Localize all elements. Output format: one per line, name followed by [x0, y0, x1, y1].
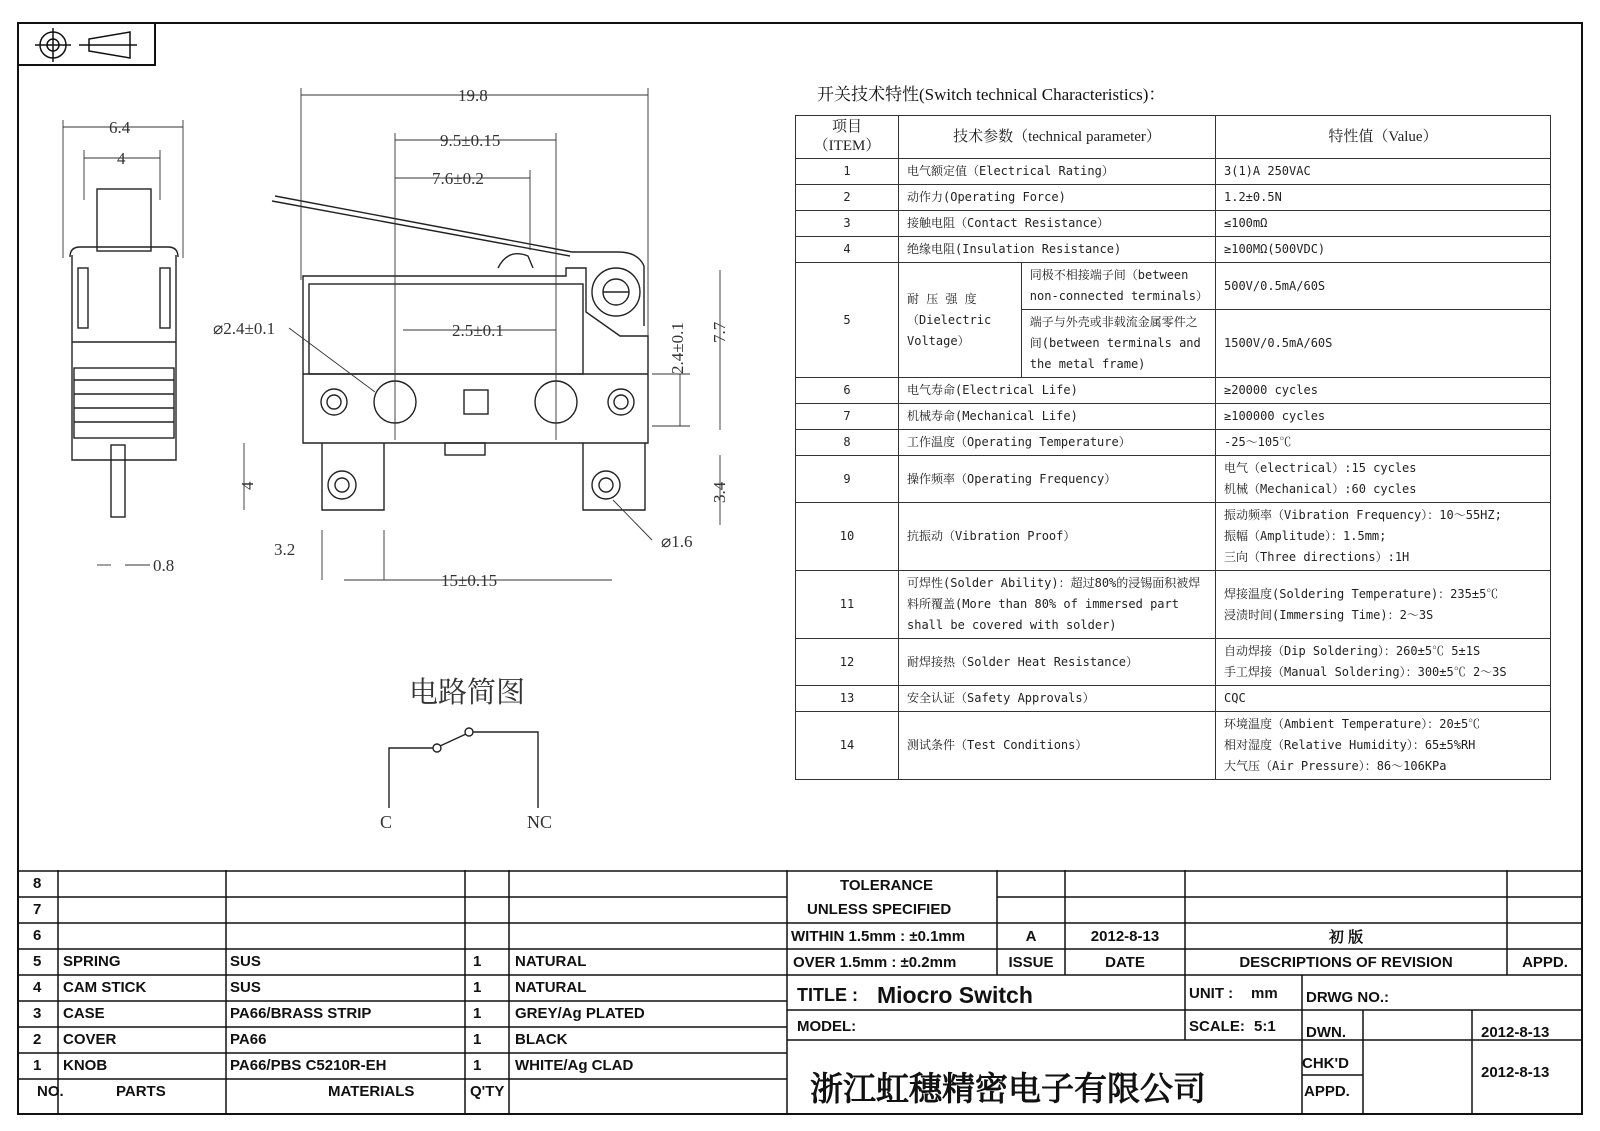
dimension-lines: [63, 88, 720, 580]
spec-row-dielectric: [796, 263, 1551, 310]
spec-value: 环境温度（Ambient Temperature）：20±5℃ 相对湿度（Relative Humidity）：65±5%RH 大气压（Air Pressure）：86～106KPa: [1216, 712, 1551, 780]
company-name: 浙江虹穗精密电子有限公司: [810, 1070, 1206, 1107]
bom-no: 3: [33, 1005, 42, 1022]
spec-value: 振动频率（Vibration Frequency）：10～55HZ; 振幅（Amplitude）：1.5mm; 三向（Three directions）:1H: [1216, 503, 1551, 571]
title-label: TITLE :: [797, 985, 858, 1005]
front-view: [272, 196, 648, 510]
spec-row: [796, 237, 1551, 263]
dim-front-overall: 19.8: [458, 86, 488, 105]
spec-row: [796, 430, 1551, 456]
spec-value: 焊接温度(Soldering Temperature)：235±5℃ 浸渍时间(Immersing Time)：2～3S: [1216, 571, 1551, 639]
dim-right-c: 3.4: [710, 481, 729, 503]
dim-term-w: 3.2: [274, 540, 296, 559]
spec-row: [796, 503, 1551, 571]
bom-material: SUS: [230, 953, 261, 970]
bom-no: 2: [33, 1031, 42, 1048]
bom-finish: GREY/Ag PLATED: [515, 1005, 645, 1022]
spec-value: 1.2±0.5N: [1216, 185, 1551, 211]
bom-part: KNOB: [63, 1057, 108, 1074]
dim-right-b: 7.7: [710, 321, 729, 343]
spec-item-no: 2: [796, 185, 899, 211]
spec-value: 3(1)A 250VAC: [1216, 159, 1551, 185]
spec-param: 电气寿命(Electrical Life): [899, 378, 1216, 404]
spec-value: ≥20000 cycles: [1216, 378, 1551, 404]
bom-header-parts: PARTS: [116, 1083, 166, 1100]
bom-material: SUS: [230, 979, 261, 996]
circuit-label-nc: NC: [527, 812, 553, 832]
spec-dielectric-sub2: 端子与外壳或非载流金属零件之间(between terminals and the metal frame): [1021, 310, 1215, 378]
spec-dielectric-val1: 500V/0.5mA/60S: [1216, 263, 1551, 310]
chkd-label: CHK'D: [1302, 1055, 1349, 1072]
spec-item-no: 9: [796, 456, 899, 503]
circuit-diagram: [389, 728, 538, 808]
bom-no: 7: [33, 901, 42, 918]
spec-item-no: 6: [796, 378, 899, 404]
bom-no: 8: [33, 875, 42, 892]
spec-row: [796, 211, 1551, 237]
dim-side-inner: 4: [117, 149, 126, 168]
spec-item-no: 5: [796, 263, 899, 378]
bom-part: CAM STICK: [63, 979, 147, 996]
spec-param: 安全认证（Safety Approvals）: [899, 686, 1216, 712]
dwn-date: 2012-8-13: [1481, 1024, 1550, 1041]
chkd-date: 2012-8-13: [1481, 1064, 1550, 1081]
dim-right-a: 2.4±0.1: [668, 322, 687, 374]
spec-header-param: 技术参数（technical parameter）: [899, 116, 1216, 159]
drwg-label: DRWG NO.:: [1306, 989, 1390, 1006]
spec-row: [796, 378, 1551, 404]
bom-finish: WHITE/Ag CLAD: [515, 1057, 634, 1074]
dim-side-bottom: 0.8: [153, 556, 175, 575]
bom-header-no: NO.: [37, 1083, 64, 1100]
spec-header-value: 特性值（Value）: [1216, 116, 1551, 159]
spec-param: 机械寿命(Mechanical Life): [899, 404, 1216, 430]
bom-material: PA66/PBS C5210R-EH: [230, 1057, 387, 1074]
dim-term-spacing: 15±0.15: [441, 571, 498, 590]
spec-value: ≥100MΩ(500VDC): [1216, 237, 1551, 263]
tolerance-line-1: TOLERANCE: [840, 877, 934, 894]
spec-header-item: 项目 （ITEM）: [796, 116, 899, 159]
date-label: DATE: [1105, 954, 1145, 971]
spec-param: 接触电阻（Contact Resistance）: [899, 211, 1216, 237]
issue-label: ISSUE: [1008, 954, 1054, 971]
dim-side-overall: 6.4: [109, 118, 131, 137]
dim-left-v: 4: [238, 481, 257, 490]
bom-part: COVER: [63, 1031, 117, 1048]
spec-row: [796, 159, 1551, 185]
spec-row: [796, 404, 1551, 430]
dim-term-hole: ⌀1.6: [661, 532, 693, 551]
spec-row: [796, 639, 1551, 686]
spec-item-no: 4: [796, 237, 899, 263]
dim-front-a: 9.5±0.15: [440, 131, 501, 150]
bom-no: 5: [33, 953, 42, 970]
dim-hole-dia: ⌀2.4±0.1: [213, 319, 276, 338]
spec-table: [795, 115, 1551, 780]
dim-front-b: 7.6±0.2: [432, 169, 484, 188]
rev-issue: A: [1025, 928, 1037, 945]
spec-dielectric-sub1: 同极不相接端子间（between non-connected terminals）: [1021, 263, 1215, 310]
appd2-label: APPD.: [1304, 1083, 1350, 1100]
spec-item-no: 8: [796, 430, 899, 456]
bom-no: 6: [33, 927, 42, 944]
spec-param: 抗振动（Vibration Proof）: [899, 503, 1216, 571]
tolerance-line-2: UNLESS SPECIFIED: [807, 901, 952, 918]
bom-finish: NATURAL: [515, 979, 587, 996]
spec-row: [796, 571, 1551, 639]
spec-value: 自动焊接（Dip Soldering）：260±5℃ 5±1S 手工焊接（Manual Soldering）：300±5℃ 2～3S: [1216, 639, 1551, 686]
spec-param: 动作力(Operating Force): [899, 185, 1216, 211]
spec-value: CQC: [1216, 686, 1551, 712]
model-label: MODEL:: [797, 1018, 857, 1035]
bom-qty: 1: [473, 1031, 482, 1048]
bom-no: 1: [33, 1057, 42, 1074]
spec-value: 电气（electrical）:15 cycles 机械（Mechanical）:60 cycles: [1216, 456, 1551, 503]
circuit-label-c: C: [380, 812, 393, 832]
bom-material: PA66/BRASS STRIP: [230, 1005, 372, 1022]
spec-item-no: 3: [796, 211, 899, 237]
dim-hole-spacing: 2.5±0.1: [452, 321, 504, 340]
spec-value: ≥100000 cycles: [1216, 404, 1551, 430]
spec-item-no: 11: [796, 571, 899, 639]
spec-item-no: 14: [796, 712, 899, 780]
tolerance-within: WITHIN 1.5mm : ±0.1mm: [791, 928, 966, 945]
scale-label: SCALE:: [1189, 1018, 1245, 1035]
tolerance-over: OVER 1.5mm : ±0.2mm: [793, 954, 957, 971]
bom-no: 4: [33, 979, 42, 996]
rev-description: 初 版: [1328, 929, 1364, 946]
appd-label: APPD.: [1522, 954, 1568, 971]
bom-qty: 1: [473, 1005, 482, 1022]
spec-row: [796, 686, 1551, 712]
spec-title: 开关技术特性(Switch technical Characteristics)：: [817, 85, 1166, 104]
spec-param: 操作频率（Operating Frequency）: [899, 456, 1216, 503]
title-value: Miocro Switch: [877, 982, 1033, 1008]
bom-qty: 1: [473, 953, 482, 970]
side-view: [70, 189, 178, 517]
bom-qty: 1: [473, 1057, 482, 1074]
spec-item-no: 10: [796, 503, 899, 571]
bom-qty: 1: [473, 979, 482, 996]
unit-value: mm: [1251, 985, 1278, 1002]
bom-header-materials: MATERIALS: [328, 1083, 415, 1100]
spec-value: -25～105℃: [1216, 430, 1551, 456]
bom-material: PA66: [230, 1031, 267, 1048]
spec-param: 耐焊接热（Solder Heat Resistance）: [899, 639, 1216, 686]
spec-param: 工作温度（Operating Temperature）: [899, 430, 1216, 456]
spec-row: [796, 456, 1551, 503]
spec-item-no: 12: [796, 639, 899, 686]
spec-item-no: 13: [796, 686, 899, 712]
spec-param: 可焊性(Solder Ability)：超过80%的浸锡面积被焊料所覆盖(More than 80% of immersed part shall be covered with solder): [899, 571, 1216, 639]
spec-item-no: 7: [796, 404, 899, 430]
unit-label: UNIT :: [1189, 985, 1234, 1002]
switch-drawing: [0, 0, 790, 850]
spec-param: 绝缘电阻(Insulation Resistance): [899, 237, 1216, 263]
bom-header-qty: Q'TY: [470, 1083, 505, 1100]
spec-value: ≤100mΩ: [1216, 211, 1551, 237]
spec-row: [796, 712, 1551, 780]
desc-label: DESCRIPTIONS OF REVISION: [1239, 954, 1453, 971]
scale-value: 5:1: [1254, 1018, 1276, 1035]
rev-date: 2012-8-13: [1090, 928, 1160, 945]
spec-param: 电气额定值（Electrical Rating）: [899, 159, 1216, 185]
bom-finish: NATURAL: [515, 953, 587, 970]
spec-row: [796, 185, 1551, 211]
spec-table-body: [796, 159, 1551, 780]
dwn-label: DWN.: [1306, 1024, 1346, 1041]
circuit-title: 电路简图: [409, 677, 526, 709]
bom-part: CASE: [63, 1005, 105, 1022]
spec-param: 测试条件（Test Conditions）: [899, 712, 1216, 780]
bom-finish: BLACK: [515, 1031, 568, 1048]
spec-dielectric-label: 耐 压 强 度 （Dielectric Voltage）: [899, 263, 1022, 378]
spec-dielectric-val2: 1500V/0.5mA/60S: [1216, 310, 1551, 378]
spec-item-no: 1: [796, 159, 899, 185]
bom-part: SPRING: [63, 953, 121, 970]
